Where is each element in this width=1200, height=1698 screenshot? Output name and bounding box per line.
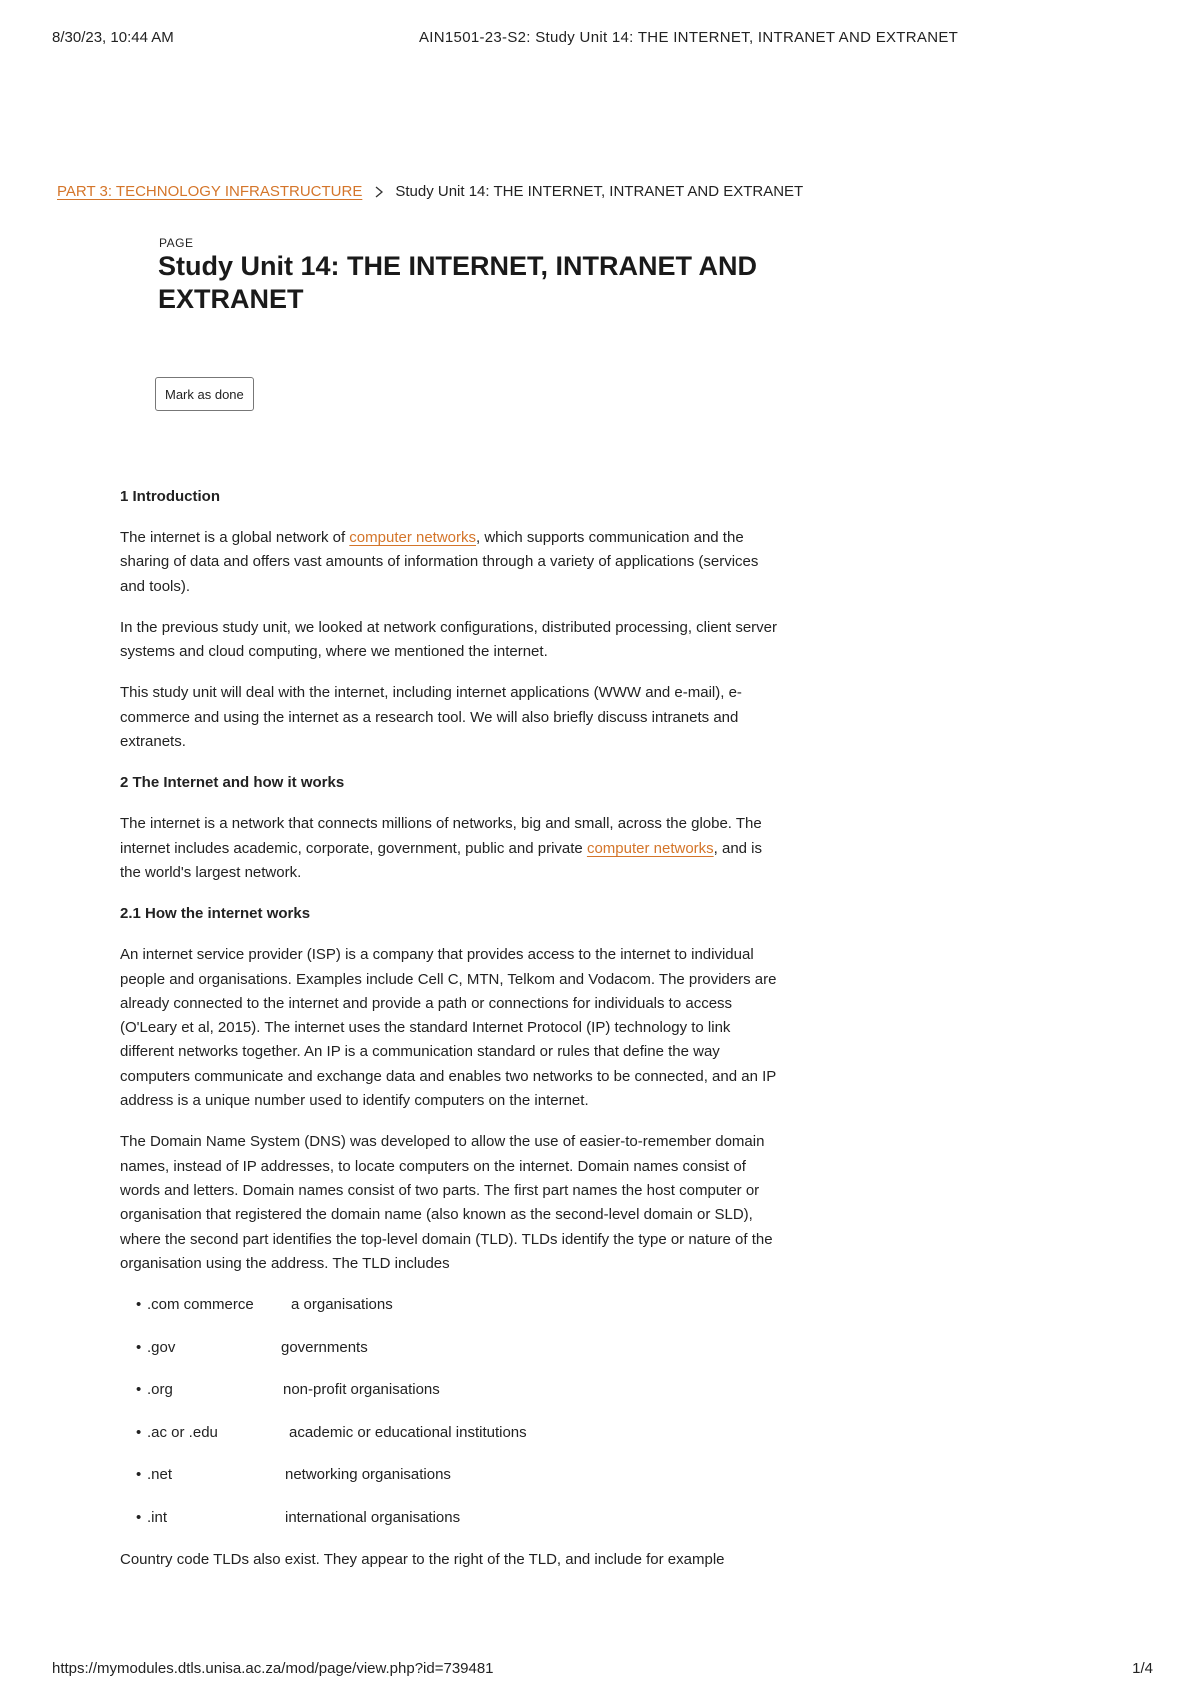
- bullet-icon: •: [136, 1466, 142, 1484]
- tld-description: international organisations: [285, 1508, 461, 1526]
- section-heading-introduction: 1 Introduction: [120, 488, 220, 505]
- paragraph-text: , and is the world's largest network.: [120, 839, 763, 881]
- list-item: [136, 1336, 785, 1379]
- tld-code: .org: [147, 1381, 173, 1399]
- paragraph-intro: [120, 526, 785, 599]
- bullet-icon: •: [136, 1381, 142, 1399]
- paragraph-unit-scope: This study unit will deal with the internet, including internet applications (WWW and e-mail), e-commerce and using the internet as a research tool. We will also briefly discuss intranets and extranets.: [120, 684, 742, 751]
- bullet-icon: •: [136, 1423, 142, 1441]
- tld-code: .gov: [147, 1338, 176, 1356]
- list-item: [136, 1293, 785, 1336]
- bullet-icon: •: [136, 1338, 142, 1356]
- list-item: [136, 1506, 785, 1549]
- paragraph-country-codes: Country code TLDs also exist. They appear to the right of the TLD, and include for example: [120, 1551, 725, 1569]
- tld-code: .com commerce: [147, 1296, 254, 1314]
- paragraph-isp: An internet service provider (ISP) is a company that provides access to the internet to individual people and organisations. Examples include Cell C, MTN, Telkom and Vodacom. The providers are already connected to the internet and provide a path or connections for individuals to access (O'Leary et al, 2015). The internet uses the standard Internet Protocol (IP) technology to link different networks together. An IP is a communication standard or rules that define the way computers communicate and exchange data and enables two networks to be connected, and an IP address is a unique number used to identify computers on the internet.: [120, 946, 777, 1110]
- page-kind-label: PAGE: [159, 236, 194, 250]
- computer-networks-link-2[interactable]: computer networks: [586, 839, 714, 857]
- tld-description: academic or educational institutions: [289, 1423, 527, 1441]
- tld-code: .int: [147, 1508, 168, 1526]
- paragraph-previous-unit: In the previous study unit, we looked at network configurations, distributed processing, client server systems and cloud computing, where we mentioned the internet.: [120, 618, 778, 661]
- paragraph-text: The internet is a global network of: [120, 529, 350, 546]
- list-item: [136, 1463, 785, 1506]
- bullet-icon: •: [136, 1508, 142, 1526]
- print-title: AIN1501-23-S2: Study Unit 14: THE INTERNET, INTRANET AND EXTRANET: [419, 29, 959, 46]
- tld-code: .ac or .edu: [147, 1423, 218, 1441]
- bullet-icon: •: [136, 1296, 142, 1314]
- mark-as-done-button[interactable]: Mark as done: [155, 377, 254, 411]
- section-heading-internet: 2 The Internet and how it works: [120, 774, 345, 792]
- print-page-number: 1/4: [1132, 1660, 1153, 1677]
- tld-list: [120, 1293, 785, 1548]
- paragraph-dns: The Domain Name System (DNS) was developed to allow the use of easier-to-remember domain names, instead of IP addresses, to locate computers on the internet. Domain names consist of words and letters. Domain names consist of two parts. The first part names the host computer or organisation that registered the domain name (also known as the second-level domain or SLD), where the second part identifies the top-level domain (TLD). TLDs identify the type or nature of the organisation using the address. The TLD includes: [120, 1133, 773, 1272]
- tld-description: non-profit organisations: [283, 1381, 440, 1399]
- breadcrumb: [57, 183, 803, 200]
- print-header: [0, 0, 1200, 60]
- page-title: Study Unit 14: THE INTERNET, INTRANET AND EXTRANET: [158, 251, 758, 314]
- page-content: [120, 485, 785, 1589]
- paragraph-text: , which supports communication and the sharing of data and offers vast amounts of information through a variety of applications (services and tools).: [120, 529, 759, 595]
- chevron-right-icon: [372, 185, 386, 199]
- tld-description: governments: [281, 1338, 368, 1356]
- paragraph-text: The internet is a network that connects millions of networks, big and small, across the globe. The internet includes academic, corporate, government, public and private: [120, 815, 762, 857]
- print-url: https://mymodules.dtls.unisa.ac.za/mod/page/view.php?id=739481: [52, 1660, 494, 1677]
- print-date: 8/30/23, 10:44 AM: [52, 29, 174, 46]
- breadcrumb-parent-link[interactable]: PART 3: TECHNOLOGY INFRASTRUCTURE: [57, 183, 363, 200]
- tld-description: networking organisations: [285, 1466, 451, 1484]
- section-heading-how-internet-works: 2.1 How the internet works: [120, 905, 311, 923]
- paragraph-internet-network: [120, 812, 785, 885]
- tld-description: a organisations: [291, 1296, 393, 1314]
- tld-code: .net: [147, 1466, 173, 1484]
- computer-networks-link[interactable]: computer networks: [349, 529, 477, 546]
- list-item: [136, 1378, 785, 1421]
- breadcrumb-current: Study Unit 14: THE INTERNET, INTRANET AND EXTRANET: [395, 183, 804, 200]
- list-item: [136, 1421, 785, 1464]
